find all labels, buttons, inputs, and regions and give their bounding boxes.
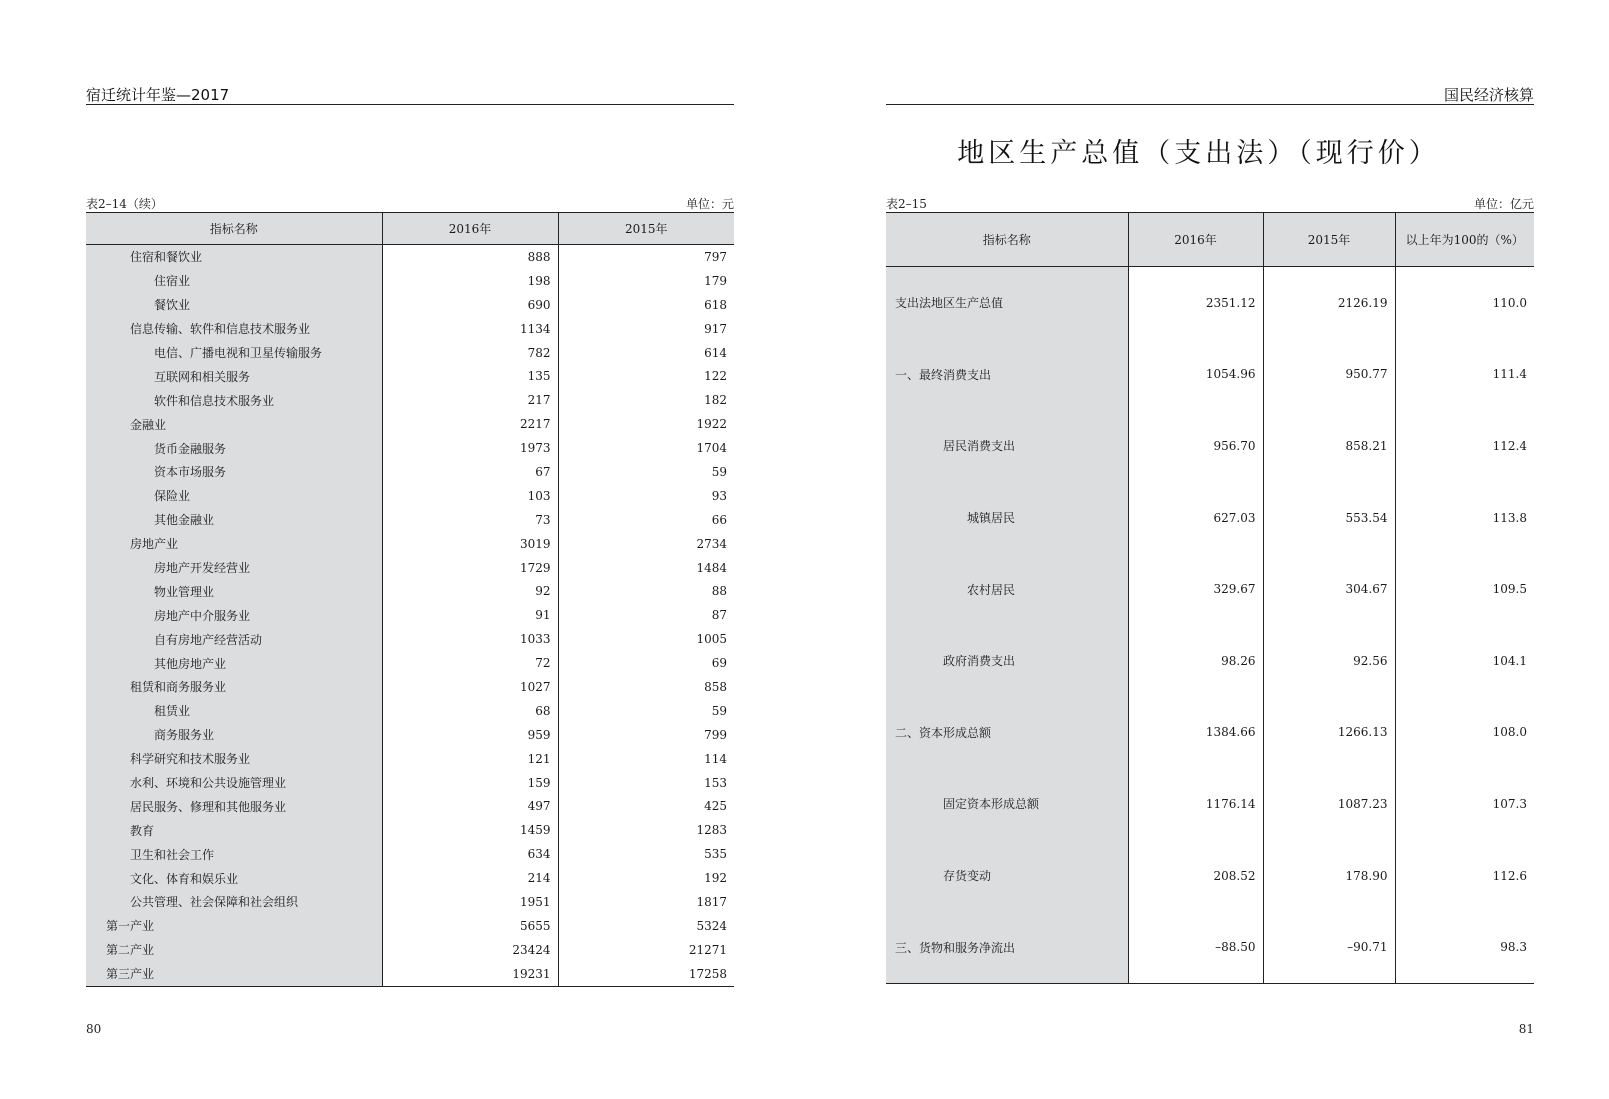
column-header-name: 指标名称 [86, 213, 382, 245]
row-name: 餐饮业 [86, 293, 382, 317]
table-row [886, 840, 1534, 912]
value-2015: 1922 [558, 412, 734, 436]
left-table-unit: 单位：元 [685, 197, 734, 211]
value-2016: 1054.96 [1128, 339, 1263, 411]
value-2015: 21271 [558, 938, 734, 962]
row-name: 第一产业 [86, 914, 382, 938]
value-index: 110.0 [1395, 267, 1534, 339]
value-2016: 627.03 [1128, 482, 1263, 554]
value-index: 98.3 [1395, 911, 1534, 983]
row-name: 房地产开发经营业 [86, 556, 382, 580]
value-2015: 1087.23 [1263, 768, 1395, 840]
value-2016: 91 [382, 603, 558, 627]
value-2016: 1384.66 [1128, 697, 1263, 769]
column-header-index: 以上年为100的（%） [1395, 213, 1534, 267]
value-2015: 2126.19 [1263, 267, 1395, 339]
right-header-rule [886, 104, 1534, 105]
value-2015: 614 [558, 341, 734, 365]
value-2016: 1033 [382, 627, 558, 651]
row-name: 其他房地产业 [86, 651, 382, 675]
row-name: 自有房地产经营活动 [86, 627, 382, 651]
row-name: 固定资本形成总额 [886, 768, 1128, 840]
left-table-label: 表2–14（续） [86, 197, 163, 211]
value-index: 113.8 [1395, 482, 1534, 554]
value-2016: 67 [382, 460, 558, 484]
value-2016: 959 [382, 723, 558, 747]
value-2016: 1459 [382, 818, 558, 842]
value-2016: 497 [382, 794, 558, 818]
right-table-label: 表2–15 [886, 197, 927, 211]
value-2016: 690 [382, 293, 558, 317]
value-2015: 425 [558, 794, 734, 818]
value-2015: 797 [558, 245, 734, 269]
table-row [886, 553, 1534, 625]
value-2015: 1283 [558, 818, 734, 842]
table-row [86, 484, 734, 508]
value-2015: 179 [558, 269, 734, 293]
value-2015: 618 [558, 293, 734, 317]
value-2016: 23424 [382, 938, 558, 962]
value-index: 109.5 [1395, 553, 1534, 625]
value-2015: 535 [558, 842, 734, 866]
table-row [86, 293, 734, 317]
table-row [86, 747, 734, 771]
row-name: 住宿和餐饮业 [86, 245, 382, 269]
row-name: 其他金融业 [86, 508, 382, 532]
value-2016: 1729 [382, 556, 558, 580]
value-index: 108.0 [1395, 697, 1534, 769]
value-2016: 103 [382, 484, 558, 508]
value-2016: 217 [382, 388, 558, 412]
value-2016: 634 [382, 842, 558, 866]
value-2015: 182 [558, 388, 734, 412]
value-2016: 1951 [382, 890, 558, 914]
value-2016: 208.52 [1128, 840, 1263, 912]
row-name: 科学研究和技术服务业 [86, 747, 382, 771]
row-name: 居民消费支出 [886, 410, 1128, 482]
row-name: 农村居民 [886, 553, 1128, 625]
value-2016: 121 [382, 747, 558, 771]
table-row [86, 412, 734, 436]
column-header-2015: 2015年 [1263, 213, 1395, 267]
row-name: 租赁业 [86, 699, 382, 723]
table-row [86, 771, 734, 795]
value-index: 112.6 [1395, 840, 1534, 912]
table-row [86, 627, 734, 651]
left-page-number: 80 [86, 1022, 102, 1036]
table-row [86, 938, 734, 962]
value-2016: 1134 [382, 317, 558, 341]
table-row [886, 267, 1534, 339]
right-page-number: 81 [1518, 1022, 1534, 1036]
table-row [86, 460, 734, 484]
row-name: 资本市场服务 [86, 460, 382, 484]
value-2015: 122 [558, 364, 734, 388]
row-name: 软件和信息技术服务业 [86, 388, 382, 412]
value-2015: 178.90 [1263, 840, 1395, 912]
column-header-2016: 2016年 [382, 213, 558, 245]
value-2015: 1484 [558, 556, 734, 580]
table-row [86, 341, 734, 365]
value-2015: 92.56 [1263, 625, 1395, 697]
row-name: 二、资本形成总额 [886, 697, 1128, 769]
row-name: 房地产业 [86, 532, 382, 556]
table-row [86, 245, 734, 269]
value-2015: 917 [558, 317, 734, 341]
value-2016: 198 [382, 269, 558, 293]
value-2016: 92 [382, 579, 558, 603]
table-row [886, 410, 1534, 482]
left-header-rule [86, 104, 734, 105]
value-2016: 888 [382, 245, 558, 269]
value-2016: 68 [382, 699, 558, 723]
row-name: 保险业 [86, 484, 382, 508]
row-name: 文化、体育和娱乐业 [86, 866, 382, 890]
value-2016: 135 [382, 364, 558, 388]
left-data-table [86, 212, 734, 987]
table-row [86, 866, 734, 890]
row-name: 信息传输、软件和信息技术服务业 [86, 317, 382, 341]
row-name: 金融业 [86, 412, 382, 436]
left-running-head: 宿迁统计年鉴—2017 [86, 86, 230, 104]
value-2015: 5324 [558, 914, 734, 938]
value-2015: 192 [558, 866, 734, 890]
value-2015: 799 [558, 723, 734, 747]
value-2015: 114 [558, 747, 734, 771]
right-data-table [886, 212, 1534, 984]
table-row [86, 890, 734, 914]
page-title: 地区生产总值（支出法）（现行价） [957, 138, 1440, 169]
value-2016: 1176.14 [1128, 768, 1263, 840]
right-running-head: 国民经济核算 [1443, 86, 1534, 104]
value-2016: 1973 [382, 436, 558, 460]
row-name: 居民服务、修理和其他服务业 [86, 794, 382, 818]
value-2015: 59 [558, 460, 734, 484]
value-2016: 329.67 [1128, 553, 1263, 625]
value-2016: 159 [382, 771, 558, 795]
table-row [86, 651, 734, 675]
value-2015: 88 [558, 579, 734, 603]
row-name: 支出法地区生产总值 [886, 267, 1128, 339]
value-2015: 17258 [558, 962, 734, 986]
row-name: 一、最终消费支出 [886, 339, 1128, 411]
table-row [886, 768, 1534, 840]
value-index: 112.4 [1395, 410, 1534, 482]
value-2016: 2217 [382, 412, 558, 436]
value-2015: 553.54 [1263, 482, 1395, 554]
value-2016: 98.26 [1128, 625, 1263, 697]
value-2016: 956.70 [1128, 410, 1263, 482]
table-row [86, 579, 734, 603]
row-name: 物业管理业 [86, 579, 382, 603]
table-row [86, 317, 734, 341]
value-index: 111.4 [1395, 339, 1534, 411]
table-row [886, 697, 1534, 769]
table-row [86, 556, 734, 580]
table-row [86, 436, 734, 460]
row-name: 存货变动 [886, 840, 1128, 912]
value-2016: –88.50 [1128, 911, 1263, 983]
value-2015: 66 [558, 508, 734, 532]
value-2016: 5655 [382, 914, 558, 938]
row-name: 电信、广播电视和卫星传输服务 [86, 341, 382, 365]
column-header-2015: 2015年 [558, 213, 734, 245]
table-row [86, 603, 734, 627]
value-2016: 1027 [382, 675, 558, 699]
row-name: 卫生和社会工作 [86, 842, 382, 866]
table-row [86, 842, 734, 866]
row-name: 政府消费支出 [886, 625, 1128, 697]
value-2016: 72 [382, 651, 558, 675]
row-name: 货币金融服务 [86, 436, 382, 460]
column-header-2016: 2016年 [1128, 213, 1263, 267]
value-2015: 950.77 [1263, 339, 1395, 411]
value-2015: 59 [558, 699, 734, 723]
table-row [86, 532, 734, 556]
value-2015: 858.21 [1263, 410, 1395, 482]
value-2016: 2351.12 [1128, 267, 1263, 339]
row-name: 住宿业 [86, 269, 382, 293]
column-header-name: 指标名称 [886, 213, 1128, 267]
row-name: 城镇居民 [886, 482, 1128, 554]
table-row [86, 675, 734, 699]
row-name: 互联网和相关服务 [86, 364, 382, 388]
row-name: 房地产中介服务业 [86, 603, 382, 627]
value-2015: 2734 [558, 532, 734, 556]
value-index: 107.3 [1395, 768, 1534, 840]
value-2015: 1817 [558, 890, 734, 914]
row-name: 公共管理、社会保障和社会组织 [86, 890, 382, 914]
value-2016: 73 [382, 508, 558, 532]
table-row [886, 339, 1534, 411]
row-name: 教育 [86, 818, 382, 842]
value-2016: 214 [382, 866, 558, 890]
table-row [86, 723, 734, 747]
value-2016: 19231 [382, 962, 558, 986]
table-row [86, 699, 734, 723]
right-table-unit: 单位：亿元 [1473, 197, 1534, 211]
value-2015: 69 [558, 651, 734, 675]
row-name: 第二产业 [86, 938, 382, 962]
value-2015: 1704 [558, 436, 734, 460]
value-2015: 858 [558, 675, 734, 699]
table-row [86, 508, 734, 532]
row-name: 三、货物和服务净流出 [886, 911, 1128, 983]
value-2015: 87 [558, 603, 734, 627]
table-row [86, 269, 734, 293]
table-row [86, 818, 734, 842]
row-name: 第三产业 [86, 962, 382, 986]
value-2016: 782 [382, 341, 558, 365]
value-2015: 93 [558, 484, 734, 508]
table-row [886, 911, 1534, 983]
table-row [86, 388, 734, 412]
table-row [886, 625, 1534, 697]
row-name: 水利、环境和公共设施管理业 [86, 771, 382, 795]
value-2015: 153 [558, 771, 734, 795]
table-row [86, 914, 734, 938]
value-index: 104.1 [1395, 625, 1534, 697]
table-row [886, 482, 1534, 554]
value-2015: 1005 [558, 627, 734, 651]
value-2015: 304.67 [1263, 553, 1395, 625]
row-name: 租赁和商务服务业 [86, 675, 382, 699]
row-name: 商务服务业 [86, 723, 382, 747]
table-row [86, 364, 734, 388]
value-2015: 1266.13 [1263, 697, 1395, 769]
value-2016: 3019 [382, 532, 558, 556]
value-2015: –90.71 [1263, 911, 1395, 983]
table-row [86, 794, 734, 818]
table-row [86, 962, 734, 986]
